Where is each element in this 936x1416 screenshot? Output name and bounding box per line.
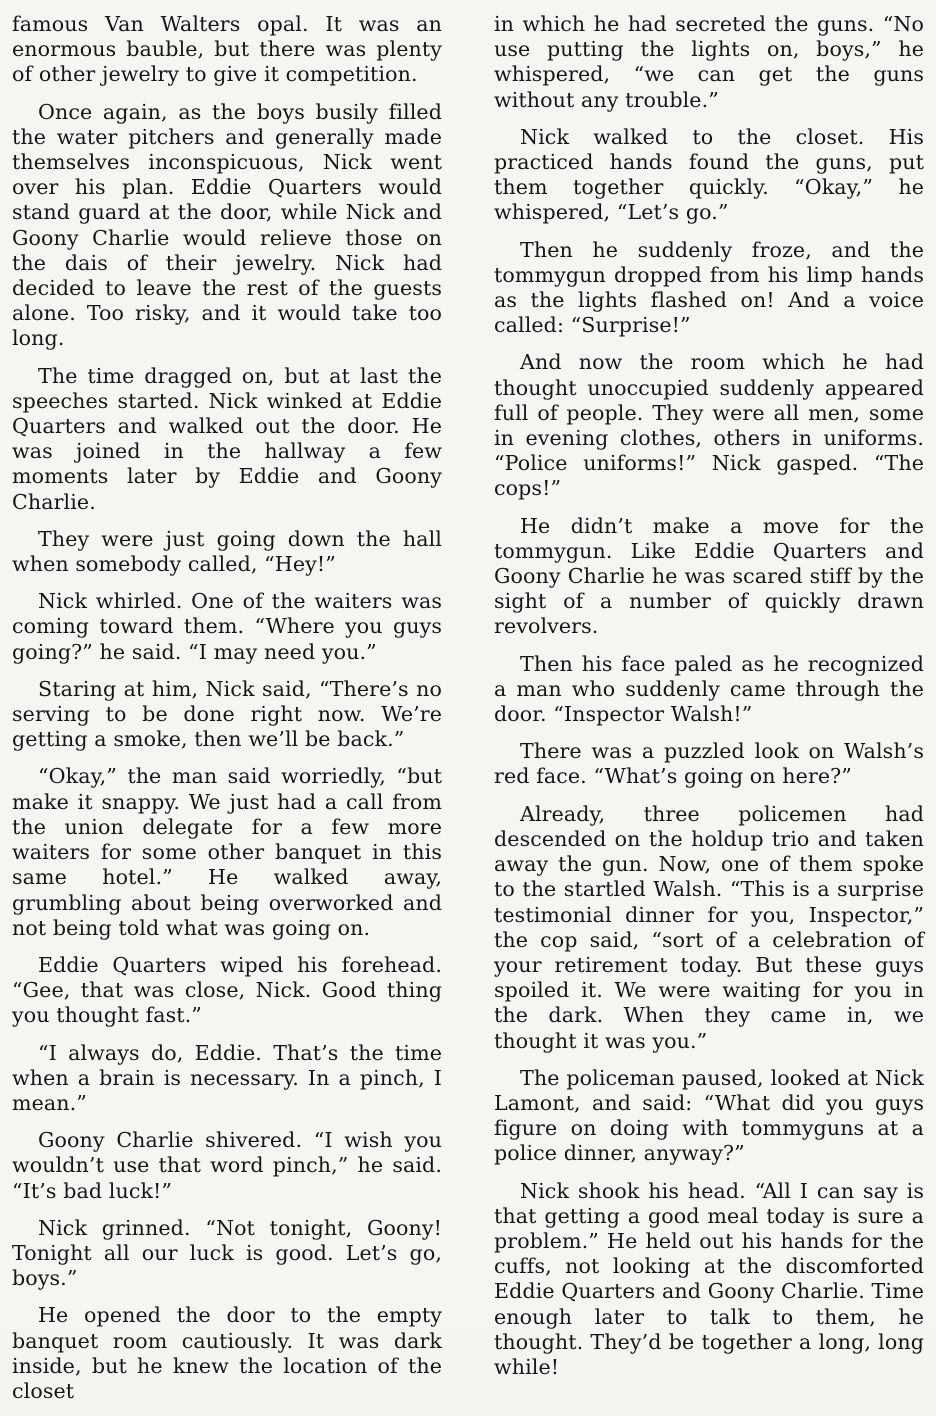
paragraph: There was a puzzled look on Walsh’s red face. “What’s going on here?”: [494, 739, 924, 789]
paragraph: Already, three policemen had descended on the holdup trio and taken away the gun. Now, one of them spoke to the startled Walsh. “This is a surprise testimonial dinner for you, Inspector,” the cop said, “sort of a celebration of your retirement today. But these guys spoiled it. We were waiting for you in the dark. When they came in, we thought it was you.”: [494, 801, 924, 1053]
left-column: [12, 12, 442, 1416]
paragraph: Staring at him, Nick said, “There’s no serving to be done right now. We’re getting a smoke, then we’ll be back.”: [12, 676, 442, 752]
paragraph: Goony Charlie shivered. “I wish you wouldn’t use that word pinch,” he said. “It’s bad luck!”: [12, 1128, 442, 1203]
paragraph: The time dragged on, but at last the speeches started. Nick winked at Eddie Quarters and walked out the door. He was joined in the hallway a few moments later by Eddie and Goony Charlie.: [12, 363, 442, 514]
paragraph: Nick grinned. “Not tonight, Goony! Tonight all our luck is good. Let’s go, boys.”: [12, 1215, 442, 1291]
paragraph: He didn’t make a move for the tommygun. Like Eddie Quarters and Goony Charlie he was scared stiff by the sight of a number of quickly drawn revolvers.: [494, 513, 924, 639]
paragraph: Nick walked to the closet. His practiced hands found the guns, put them together quickly. “Okay,” he whispered, “Let’s go.”: [494, 124, 924, 225]
paragraph: “Okay,” the man said worriedly, “but make it snappy. We just had a call from the union delegate for a few more waiters for some other banquet in this same hotel.” He walked away, grumbling about being overworked and not being told what was going on.: [12, 764, 442, 940]
right-column: [494, 12, 924, 1392]
paragraph: They were just going down the hall when somebody called, “Hey!”: [12, 526, 442, 577]
paragraph: Nick whirled. One of the waiters was coming toward them. “Where you guys going?” he said. “I may need you.”: [12, 589, 442, 664]
paragraph: Then his face paled as he recognized a man who suddenly came through the door. “Inspector Walsh!”: [494, 651, 924, 727]
paragraph: Then he suddenly froze, and the tommygun dropped from his limp hands as the lights flashed on! And a voice called: “Surprise!”: [494, 237, 924, 338]
paragraph: He opened the door to the empty banquet room cautiously. It was dark inside, but he knew the location of the closet: [12, 1303, 442, 1403]
paragraph: Nick shook his head. “All I can say is that getting a good meal today is sure a problem.” He held out his hands for the cuffs, not looking at the discomforted Eddie Quarters and Goony Charlie. Time enough later to talk to them, he thought. They’d be together a long, long while!: [494, 1178, 924, 1379]
paragraph: “I always do, Eddie. That’s the time when a brain is necessary. In a pinch, I mean.”: [12, 1040, 442, 1115]
paragraph: famous Van Walters opal. It was an enormous bauble, but there was plenty of other jewelry to give it competition.: [12, 12, 442, 87]
paragraph: Once again, as the boys busily filled the water pitchers and generally made themselves inconspicuous, Nick went over his plan. Eddie Quarters would stand guard at the door, while Nick and Goony Charlie would relieve those on the dais of their jewelry. Nick had decided to leave the rest of the guests alone. Too risky, and it would take too long.: [12, 99, 442, 351]
paragraph: Eddie Quarters wiped his forehead. “Gee, that was close, Nick. Good thing you thought fast.”: [12, 952, 442, 1028]
paragraph: The policeman paused, looked at Nick Lamont, and said: “What did you guys figure on doing with tommyguns at a police dinner, anyway?”: [494, 1065, 924, 1166]
paragraph: And now the room which he had thought unoccupied suddenly appeared full of people. They were all men, some in evening clothes, others in uniforms. “Police uniforms!” Nick gasped. “The cops!”: [494, 350, 924, 501]
paragraph: in which he had secreted the guns. “No use putting the lights on, boys,” he whispered, “we can get the guns without any trouble.”: [494, 12, 924, 112]
